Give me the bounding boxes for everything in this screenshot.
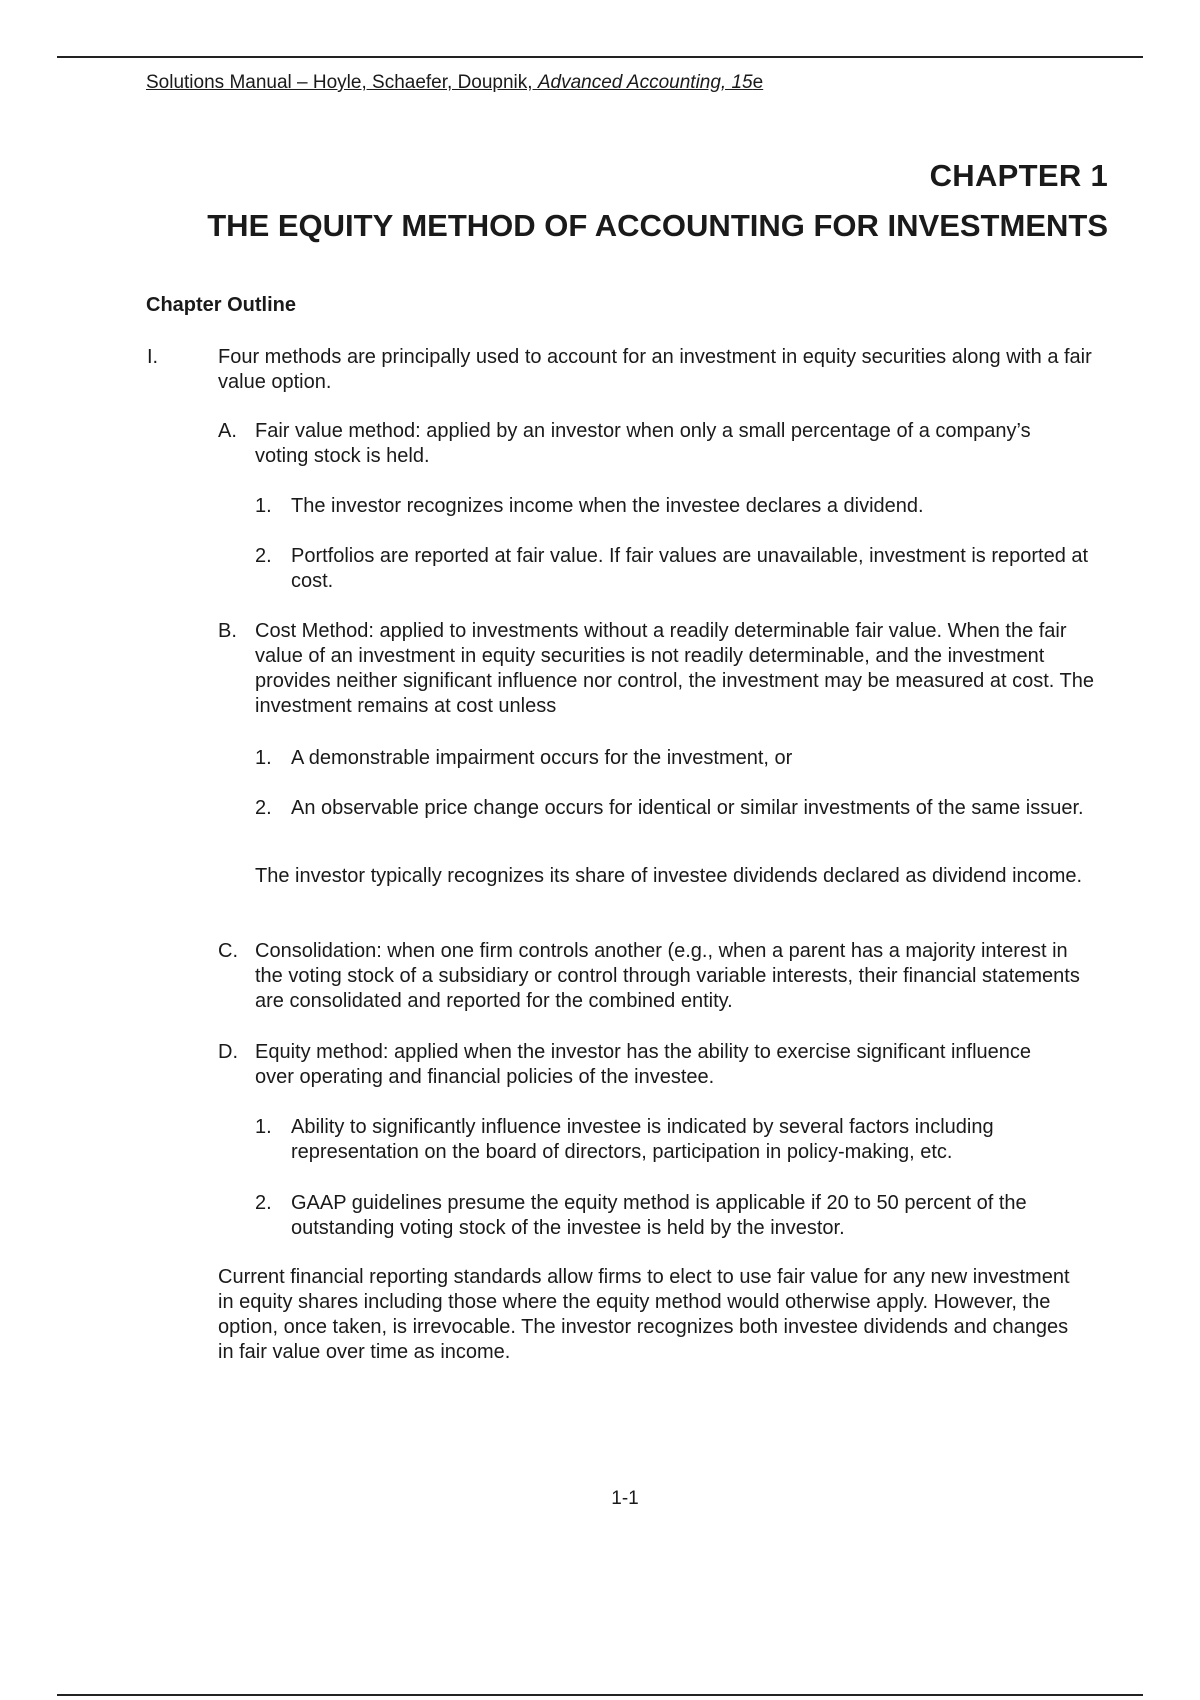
item-b-1-text: A demonstrable impairment occurs for the investment, or xyxy=(291,747,793,769)
item-b-2 xyxy=(255,796,1116,821)
item-a-2-marker: 2. xyxy=(255,545,272,567)
item-b-1-marker: 1. xyxy=(255,747,272,769)
item-a-marker: A. xyxy=(218,420,237,442)
top-divider xyxy=(57,56,1143,58)
item-d-1 xyxy=(255,1115,1101,1165)
item-b-2-text: An observable price change occurs for identical or similar investments of the same issuer. xyxy=(291,797,1084,819)
section-i-marker: I. xyxy=(147,346,159,368)
item-a xyxy=(218,419,1055,469)
item-b-closing: The investor typically recognizes its share of investee dividends declared as dividend income. xyxy=(255,865,1083,887)
item-a-1-text: The investor recognizes income when the investee declares a dividend. xyxy=(291,495,924,517)
header-prefix: Solutions Manual – Hoyle, Schaefer, Doupnik, xyxy=(146,72,538,93)
item-c-marker: C. xyxy=(218,940,238,962)
chapter-number: CHAPTER 1 xyxy=(929,158,1108,193)
item-a-2-text: Portfolios are reported at fair value. If fair values are unavailable, investment is reported at cost. xyxy=(291,545,1089,592)
item-d-text: Equity method: applied when the investor has the ability to exercise significant influence over operating and financial policies of the investee. xyxy=(255,1041,1032,1088)
item-b-1 xyxy=(255,746,1111,771)
section-i xyxy=(147,345,1098,395)
chapter-title: THE EQUITY METHOD OF ACCOUNTING FOR INVESTMENTS xyxy=(207,208,1108,243)
item-b xyxy=(218,619,1100,719)
header-edition-suffix: e xyxy=(752,72,764,93)
item-b-text: Cost Method: applied to investments without a readily determinable fair value. When the fair value of an investment in equity securities is not readily determinable, and the investment provides neither significant influence nor control, the investment may be measured at cost. The investment remains at cost unless xyxy=(255,620,1094,717)
running-header xyxy=(146,72,763,94)
item-a-text: Fair value method: applied by an investor when only a small percentage of a company’s voting stock is held. xyxy=(255,420,1031,467)
bottom-divider xyxy=(57,1694,1143,1696)
item-d-2 xyxy=(255,1191,1121,1241)
item-c-text: Consolidation: when one firm controls another (e.g., when a parent has a majority interest in the voting stock of a subsidiary or control through variable interests, their financial statements are consolidated and reported for the combined entity. xyxy=(255,940,1080,1012)
item-d-2-marker: 2. xyxy=(255,1192,272,1214)
closing-paragraph: Current financial reporting standards allow firms to elect to use fair value for any new investment in equity shares including those where the equity method would otherwise apply. However, the option, once taken, is irrevocable. The investor recognizes both investee dividends and changes in fair value over time as income. xyxy=(218,1266,1070,1363)
item-c xyxy=(218,939,1095,1014)
outline-heading: Chapter Outline xyxy=(146,294,297,316)
item-d-1-marker: 1. xyxy=(255,1116,272,1138)
item-b-2-marker: 2. xyxy=(255,797,272,819)
section-i-text: Four methods are principally used to account for an investment in equity securities along with a fair value option. xyxy=(218,346,1092,393)
page-number: 1-1 xyxy=(611,1488,639,1509)
item-b-marker: B. xyxy=(218,620,237,642)
item-a-1 xyxy=(255,494,1111,519)
item-a-2 xyxy=(255,544,1091,594)
item-d-1-text: Ability to significantly influence investee is indicated by several factors including representation on the board of directors, participation in policy-making, etc. xyxy=(291,1116,994,1163)
item-a-1-marker: 1. xyxy=(255,495,272,517)
item-d-2-text: GAAP guidelines presume the equity method is applicable if 20 to 50 percent of the outstanding voting stock of the investee is held by the investor. xyxy=(291,1192,1027,1239)
item-d-marker: D. xyxy=(218,1041,238,1063)
header-book-title: Advanced Accounting, 15 xyxy=(537,72,753,93)
item-d xyxy=(218,1040,1055,1090)
